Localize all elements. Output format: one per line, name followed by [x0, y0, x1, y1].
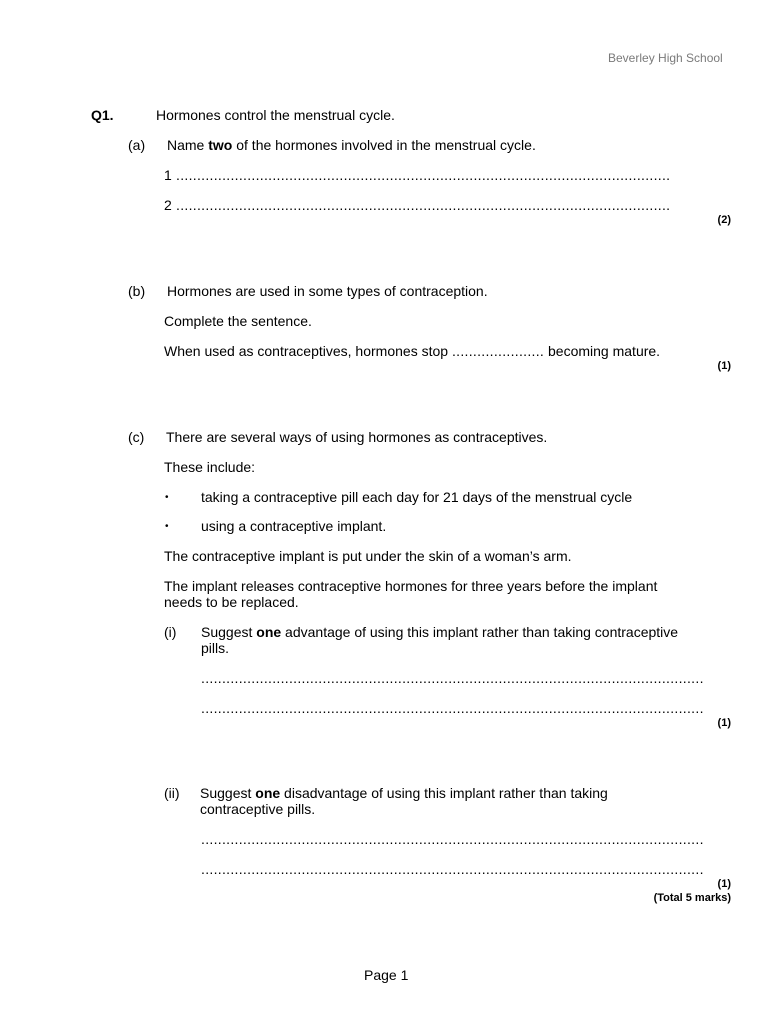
sub-i-answer-line-2[interactable]: ........................................................................................................................	[201, 700, 704, 716]
bullet-2-text: using a contraceptive implant.	[201, 518, 387, 534]
sub-i-prompt-post: advantage of using this implant rather than taking contraceptive pills.	[201, 624, 679, 656]
sub-i-label: (i)	[164, 624, 177, 640]
bullet-1-icon: •	[165, 492, 169, 503]
part-b-sentence-post: becoming mature.	[548, 343, 661, 359]
sub-i-prompt-pre: Suggest	[201, 624, 257, 640]
part-a-line2-number: 2	[164, 197, 172, 213]
sub-ii-prompt-post: disadvantage of using this implant rather than taking contraceptive pills.	[200, 785, 608, 817]
sub-ii-marks: (1)	[717, 878, 731, 890]
part-a-prompt-bold: two	[208, 137, 233, 153]
part-a-label: (a)	[128, 137, 146, 153]
sub-i-prompt-bold: one	[256, 624, 282, 640]
page-number: Page 1	[364, 967, 409, 983]
part-a-prompt-post: of the hormones involved in the menstrual cycle.	[232, 137, 536, 153]
sub-i-answer-line-1[interactable]: ........................................................................................................................	[201, 670, 704, 686]
bullet-2-icon: •	[165, 521, 169, 532]
part-b-instruction: Complete the sentence.	[164, 313, 312, 329]
part-b-marks: (1)	[717, 360, 731, 372]
part-a-line1-number: 1	[164, 167, 172, 183]
part-c-these-include: These include:	[164, 459, 256, 475]
part-a-marks: (2)	[717, 214, 731, 226]
sub-ii-label: (ii)	[164, 785, 180, 801]
sub-ii-answer-line-2[interactable]: ........................................................................................................................	[201, 861, 704, 877]
part-b-answer-blank[interactable]: ......................	[451, 343, 545, 359]
part-a-answer-line-1[interactable]: ......................................................................................................................	[176, 167, 671, 183]
question-intro: Hormones control the menstrual cycle.	[156, 107, 395, 123]
part-a-prompt	[167, 137, 536, 153]
total-marks: (Total 5 marks)	[653, 892, 731, 904]
question-number: Q1.	[91, 107, 114, 123]
part-c-label: (c)	[128, 429, 145, 445]
part-a-prompt-pre: Name	[167, 137, 209, 153]
school-name: Beverley High School	[608, 51, 723, 65]
part-b-sentence	[164, 343, 660, 359]
part-b-prompt: Hormones are used in some types of contraception.	[167, 283, 488, 299]
part-c-implant-text: The contraceptive implant is put under the skin of a woman’s arm.	[164, 548, 572, 564]
sub-ii-prompt	[200, 785, 640, 817]
sub-ii-prompt-pre: Suggest	[200, 785, 256, 801]
sub-i-prompt	[201, 624, 701, 656]
bullet-1-text: taking a contraceptive pill each day for 21 days of the menstrual cycle	[201, 489, 633, 505]
part-c-release-text: The implant releases contraceptive hormones for three years before the implant needs to be replaced.	[164, 578, 658, 610]
part-a-answer-line-2[interactable]: ......................................................................................................................	[176, 197, 671, 213]
part-b-sentence-pre: When used as contraceptives, hormones stop	[164, 343, 449, 359]
part-b-label: (b)	[128, 283, 146, 299]
sub-i-marks: (1)	[717, 717, 731, 729]
sub-ii-prompt-bold: one	[255, 785, 281, 801]
part-c-prompt: There are several ways of using hormones as contraceptives.	[166, 429, 548, 445]
sub-ii-answer-line-1[interactable]: ........................................................................................................................	[201, 831, 704, 847]
